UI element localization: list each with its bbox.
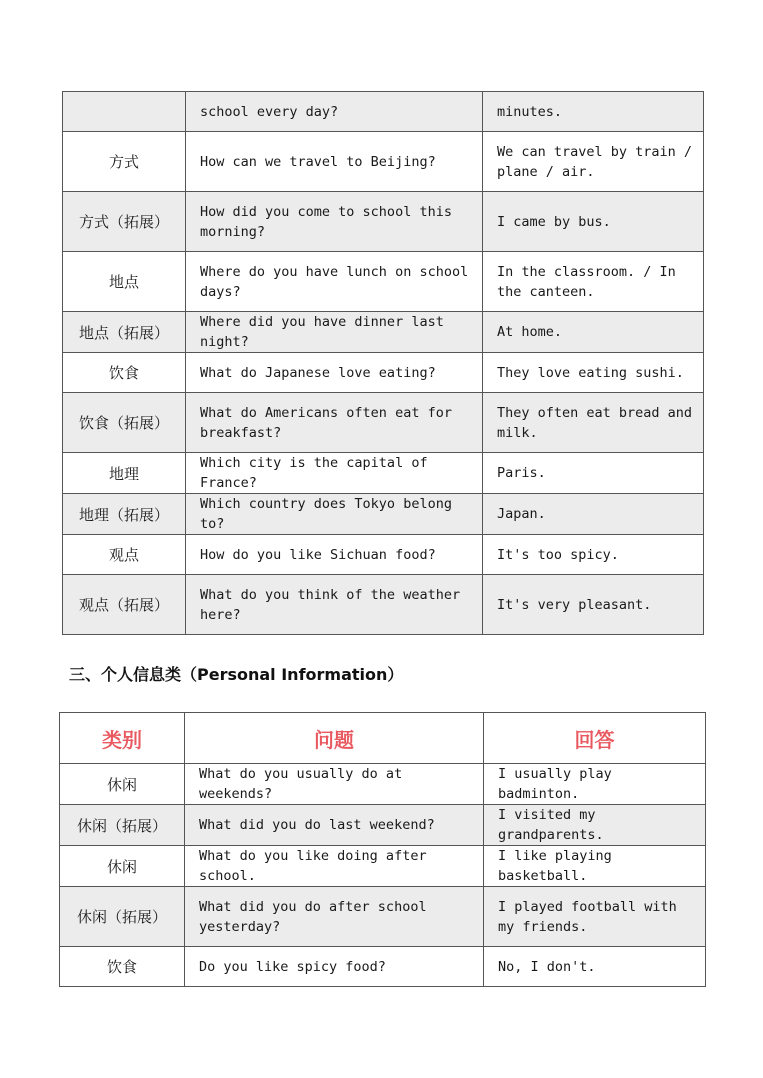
row-category: 地理 [63,453,186,494]
table-row [63,192,704,252]
row-category: 饮食（拓展） [63,393,186,453]
row-answer: minutes. [483,92,704,132]
row-answer: I like playing basketball. [484,846,706,887]
row-answer: They love eating sushi. [483,353,704,393]
row-answer: I played football with my friends. [484,887,706,947]
qa-table-continued [62,91,704,635]
row-question: Where did you have dinner last night? [186,312,483,353]
row-question: Which country does Tokyo belong to? [186,494,483,535]
table-row [60,846,706,887]
row-question: Do you like spicy food? [185,947,484,987]
row-answer: I came by bus. [483,192,704,252]
row-question: What do Japanese love eating? [186,353,483,393]
table-row [63,453,704,494]
section-title: 三、个人信息类（Personal Information） [69,665,404,684]
row-category: 地理（拓展） [63,494,186,535]
row-category: 休闲 [60,846,185,887]
row-question: How do you like Sichuan food? [186,535,483,575]
row-answer: Paris. [483,453,704,494]
row-category: 观点 [63,535,186,575]
row-category: 方式 [63,132,186,192]
table-row [60,947,706,987]
personal-info-table [59,712,706,987]
table-row [63,393,704,453]
header-category: 类别 [60,713,185,764]
row-answer: In the classroom. / In the canteen. [483,252,704,312]
table-row [63,132,704,192]
row-question: What do Americans often eat for breakfast? [186,393,483,453]
row-answer: I usually play badminton. [484,764,706,805]
table-row [63,535,704,575]
row-category: 地点（拓展） [63,312,186,353]
row-answer: It's too spicy. [483,535,704,575]
table-row [63,92,704,132]
row-question: What do you think of the weather here? [186,575,483,635]
row-question: Which city is the capital of France? [186,453,483,494]
table-row [63,353,704,393]
row-question: How can we travel to Beijing? [186,132,483,192]
row-answer: I visited my grandparents. [484,805,706,846]
table-row [60,805,706,846]
table-row [63,575,704,635]
row-answer: Japan. [483,494,704,535]
header-question: 问题 [185,713,484,764]
row-question: What do you usually do at weekends? [185,764,484,805]
row-category: 饮食 [60,947,185,987]
table-row [63,312,704,353]
row-answer: We can travel by train / plane / air. [483,132,704,192]
row-question: school every day? [186,92,483,132]
row-question: What did you do last weekend? [185,805,484,846]
row-category: 休闲（拓展） [60,805,185,846]
header-answer: 回答 [484,713,706,764]
table-row [60,887,706,947]
row-answer: They often eat bread and milk. [483,393,704,453]
row-category [63,92,186,132]
row-question: Where do you have lunch on school days? [186,252,483,312]
row-category: 休闲（拓展） [60,887,185,947]
table-header-row [60,713,706,764]
row-category: 方式（拓展） [63,192,186,252]
row-category: 饮食 [63,353,186,393]
row-question: What do you like doing after school. [185,846,484,887]
table-row [60,764,706,805]
row-question: How did you come to school this morning? [186,192,483,252]
row-answer: It's very pleasant. [483,575,704,635]
row-answer: No, I don't. [484,947,706,987]
row-category: 休闲 [60,764,185,805]
row-category: 地点 [63,252,186,312]
table-row [63,494,704,535]
row-answer: At home. [483,312,704,353]
row-category: 观点（拓展） [63,575,186,635]
row-question: What did you do after school yesterday? [185,887,484,947]
table-row [63,252,704,312]
